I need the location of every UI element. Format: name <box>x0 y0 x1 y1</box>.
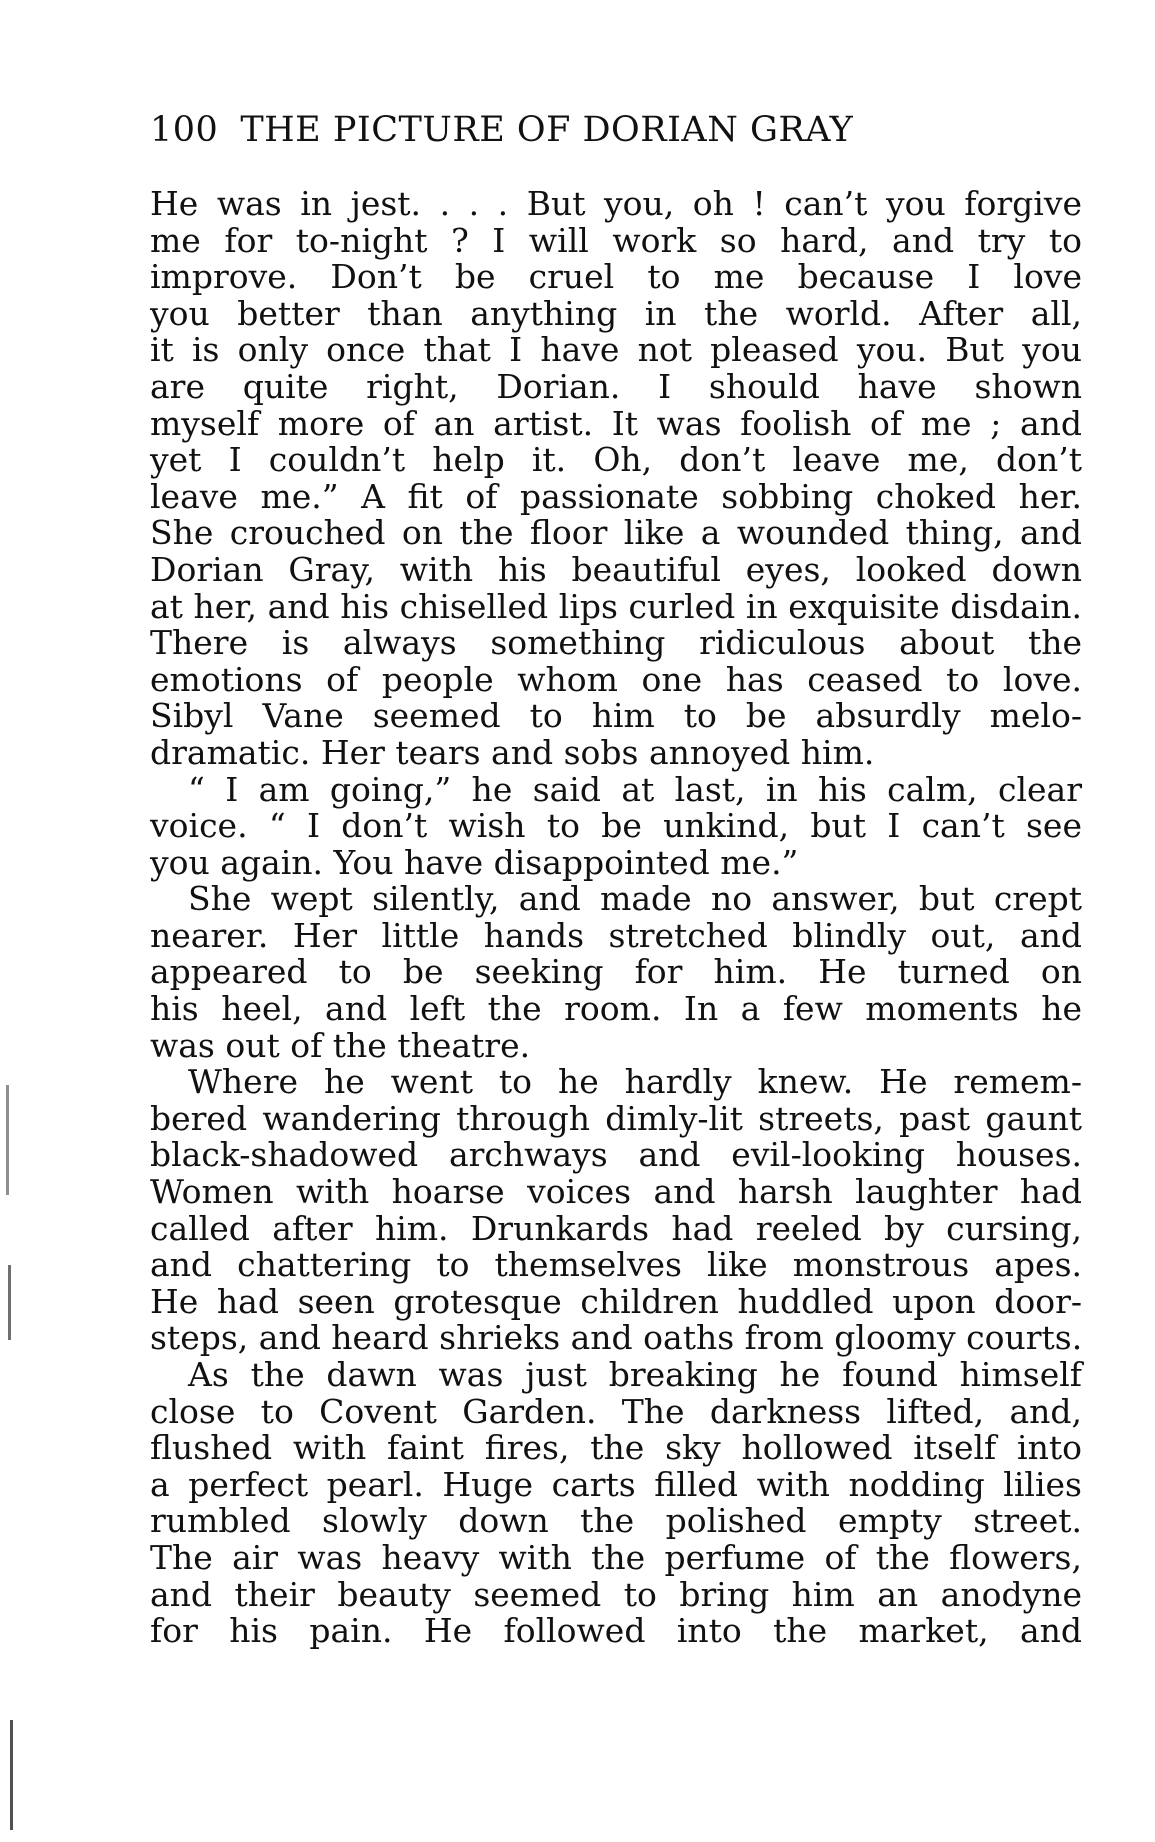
text-line: rumbled slowly down the polished empty street. <box>150 1501 1082 1541</box>
text-line: and their beauty seemed to bring him an anodyne <box>150 1574 1082 1614</box>
text-line: leave me.” A fit of passionate sobbing choked her. <box>150 476 1082 516</box>
text-line: bered wandering through dimly-lit streets, past gaunt <box>150 1098 1082 1138</box>
text-line: a perfect pearl. Huge carts filled with nodding lilies <box>150 1464 1082 1504</box>
text-line: Women with hoarse voices and harsh laughter had <box>150 1172 1082 1212</box>
text-line: it is only once that I have not pleased you. But you <box>150 330 1082 370</box>
text-line: He was in jest. . . . But you, oh ! can’t you forgive <box>150 184 1082 223</box>
text-line: nearer. Her little hands stretched blindly out, and <box>150 915 1082 955</box>
text-line: you again. You have disappointed me.” <box>150 842 799 882</box>
text-line: and chattering to themselves like monstrous apes. <box>150 1245 1082 1285</box>
text-line: close to Covent Garden. The darkness lifted, and, <box>150 1391 1082 1431</box>
text-line: was out of the theatre. <box>150 1025 531 1065</box>
running-header <box>150 108 1080 152</box>
text-line: Sibyl Vane seemed to him to be absurdly melo- <box>150 696 1082 736</box>
text-line: She wept silently, and made no answer, but crept <box>188 879 1082 919</box>
text-line: called after him. Drunkards had reeled by cursing, <box>150 1208 1082 1248</box>
text-line: improve. Don’t be cruel to me because I love <box>150 257 1082 297</box>
text-line: black-shadowed archways and evil-looking houses. <box>150 1135 1082 1175</box>
scan-mark <box>8 1265 11 1340</box>
text-line: myself more of an artist. It was foolish of me ; and <box>150 403 1082 443</box>
text-line: The air was heavy with the perfume of the flowers, <box>150 1537 1082 1577</box>
text-line: She crouched on the floor like a wounded thing, and <box>150 513 1082 553</box>
scan-mark <box>6 1085 9 1195</box>
text-line: Dorian Gray, with his beautiful eyes, looked down <box>150 549 1082 589</box>
text-line: There is always something ridiculous about the <box>150 623 1082 663</box>
body-text <box>150 186 1082 1650</box>
text-line: you better than anything in the world. After all, <box>150 293 1082 333</box>
running-title: THE PICTURE OF DORIAN GRAY <box>240 110 854 150</box>
text-line: for his pain. He followed into the market, and <box>150 1611 1082 1651</box>
text-line: yet I couldn’t help it. Oh, don’t leave me, don’t <box>150 440 1082 480</box>
page-number: 100 <box>150 110 219 150</box>
text-line: dramatic. Her tears and sobs annoyed him. <box>150 732 875 772</box>
text-line: Where he went to he hardly knew. He remem- <box>188 1062 1082 1102</box>
text-line: appeared to be seeking for him. He turned on <box>150 952 1082 992</box>
text-line: “ I am going,” he said at last, in his calm, clear <box>188 769 1082 809</box>
text-line: flushed with faint fires, the sky hollowed itself into <box>150 1428 1082 1468</box>
text-line: steps, and heard shrieks and oaths from gloomy courts. <box>150 1318 1083 1358</box>
text-line: voice. “ I don’t wish to be unkind, but I can’t see <box>150 806 1082 846</box>
text-line: me for to-night ? I will work so hard, and try to <box>150 220 1082 260</box>
text-line: his heel, and left the room. In a few moments he <box>150 989 1082 1029</box>
text-line: He had seen grotesque children huddled upon door- <box>150 1281 1082 1321</box>
scan-mark <box>10 1720 13 1830</box>
text-line: at her, and his chiselled lips curled in exquisite disdain. <box>150 586 1082 626</box>
text-line: are quite right, Dorian. I should have shown <box>150 366 1082 406</box>
text-line: As the dawn was just breaking he found himself <box>188 1355 1082 1394</box>
text-line: emotions of people whom one has ceased to love. <box>150 659 1082 699</box>
